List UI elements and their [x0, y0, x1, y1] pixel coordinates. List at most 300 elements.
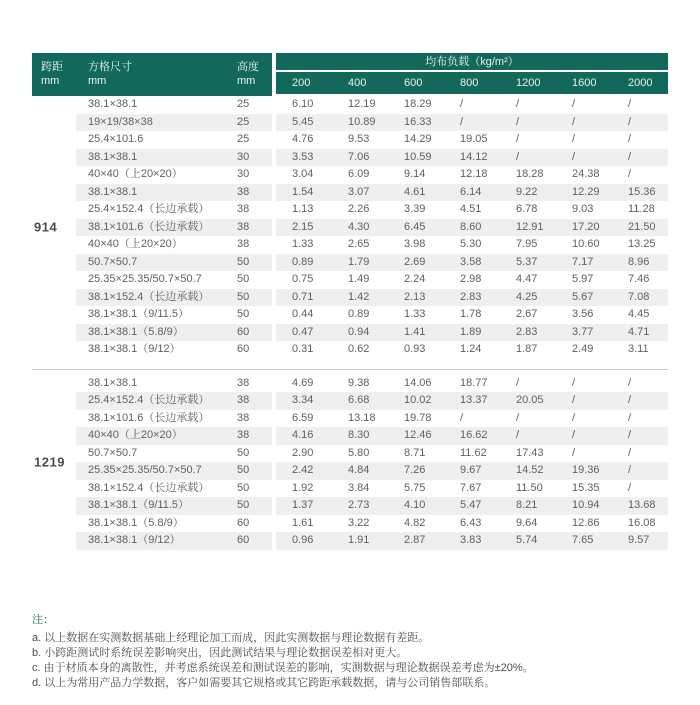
- table-row: [32, 427, 668, 445]
- cell-load-value: 2.83: [460, 290, 482, 303]
- cell-load-value: 2.13: [404, 290, 426, 303]
- load-columns: [276, 72, 668, 94]
- cell-height: 38: [237, 238, 250, 250]
- cell-mesh-size: 38.1×38.1（5.8/9）: [88, 516, 184, 529]
- cell-load-value: 4.30: [348, 220, 370, 233]
- cell-load-value: 8.71: [404, 446, 426, 459]
- row-left-pad: [32, 497, 76, 515]
- cell-height: 25: [237, 98, 250, 110]
- cell-load-value: 10.59: [404, 150, 432, 163]
- cell-load-value: /: [628, 133, 632, 145]
- cell-load-value: 14.12: [460, 150, 488, 163]
- cell-load-value: /: [628, 115, 632, 128]
- row-loads: [276, 254, 668, 272]
- cell-mesh-size: 38.1×38.1: [88, 98, 138, 110]
- load-column-header: 400: [348, 77, 367, 89]
- row-loads: [276, 324, 668, 342]
- cell-height: 30: [237, 168, 250, 180]
- cell-load-value: 5.97: [572, 273, 594, 285]
- cell-load-value: 2.98: [460, 273, 482, 285]
- load-column-header: 2000: [628, 77, 653, 89]
- cell-load-value: 12.86: [572, 516, 600, 529]
- table-row: [32, 532, 668, 550]
- cell-load-value: 0.44: [292, 308, 314, 320]
- row-main-cells: [76, 271, 272, 289]
- row-loads: [276, 289, 668, 307]
- cell-load-value: 2.24: [404, 273, 426, 285]
- cell-load-value: 5.30: [460, 238, 482, 250]
- notes-list: [32, 631, 672, 691]
- section-divider: [32, 359, 668, 370]
- cell-load-value: 17.43: [516, 446, 544, 459]
- row-loads: [276, 96, 668, 114]
- cell-load-value: 2.73: [348, 499, 370, 511]
- row-main-cells: [76, 289, 272, 307]
- row-left-pad: [32, 306, 76, 324]
- row-loads: [276, 445, 668, 463]
- cell-height: 38: [237, 203, 250, 215]
- row-main-cells: [76, 375, 272, 393]
- cell-load-value: 1.79: [348, 255, 370, 268]
- row-left-pad: [32, 254, 76, 272]
- cell-load-value: 17.20: [572, 220, 600, 233]
- row-left-pad: [32, 114, 76, 132]
- cell-load-value: 2.49: [572, 343, 594, 355]
- cell-load-value: 1.13: [292, 203, 314, 215]
- row-main-cells: [76, 480, 272, 498]
- header-span-line1: 跨距: [41, 61, 63, 73]
- cell-load-value: 7.46: [628, 273, 650, 285]
- cell-mesh-size: 25.4×152.4（长边承载）: [88, 203, 210, 215]
- row-main-cells: [76, 219, 272, 237]
- row-left-pad: [32, 184, 76, 202]
- row-left-pad: [32, 289, 76, 307]
- cell-load-value: 3.53: [292, 150, 314, 163]
- cell-load-value: 11.28: [628, 203, 655, 215]
- notes-title: 注：: [32, 614, 54, 626]
- cell-load-value: 3.39: [404, 203, 426, 215]
- load-column-header: 1600: [572, 77, 597, 89]
- cell-load-value: 7.06: [348, 150, 370, 163]
- cell-load-value: /: [572, 376, 576, 389]
- table-row: [32, 271, 668, 289]
- cell-height: 38: [237, 394, 250, 406]
- cell-load-value: 3.83: [460, 534, 482, 546]
- cell-mesh-size: 25.4×152.4（长边承载）: [88, 394, 210, 406]
- cell-load-value: 6.59: [292, 411, 314, 424]
- row-main-cells: [76, 254, 272, 272]
- cell-load-value: 0.71: [292, 290, 314, 303]
- row-loads: [276, 392, 668, 410]
- cell-height: 60: [237, 343, 250, 355]
- cell-load-value: 2.87: [404, 534, 426, 546]
- header-mesh-line2: mm: [88, 75, 107, 87]
- span-label: 914: [34, 219, 58, 235]
- cell-load-value: /: [516, 133, 520, 145]
- row-loads: [276, 410, 668, 428]
- cell-load-value: /: [572, 98, 576, 110]
- row-loads: [276, 306, 668, 324]
- cell-mesh-size: 50.7×50.7: [88, 446, 138, 459]
- cell-load-value: 4.45: [628, 308, 650, 320]
- cell-load-value: 4.69: [292, 376, 314, 389]
- row-loads: [276, 149, 668, 167]
- cell-load-value: 1.33: [292, 238, 314, 250]
- table-row: [32, 149, 668, 167]
- table-row: [32, 96, 668, 114]
- cell-load-value: 12.29: [572, 185, 600, 198]
- cell-height: 38: [237, 429, 250, 441]
- cell-load-value: 7.17: [572, 255, 594, 268]
- cell-load-value: 3.11: [628, 343, 649, 355]
- cell-load-value: 13.25: [628, 238, 656, 250]
- cell-height: 38: [237, 220, 250, 233]
- cell-height: 50: [237, 481, 250, 494]
- cell-load-value: 4.25: [516, 290, 538, 303]
- cell-load-value: 8.21: [516, 499, 538, 511]
- cell-load-value: 1.91: [348, 534, 370, 546]
- cell-load-value: 9.67: [460, 464, 482, 476]
- cell-load-value: 2.65: [348, 238, 370, 250]
- cell-load-value: 19.05: [460, 133, 488, 145]
- table-row: [32, 410, 668, 428]
- cell-mesh-size: 40×40（上20×20）: [88, 429, 183, 441]
- cell-load-value: 5.74: [516, 534, 538, 546]
- cell-load-value: 5.75: [404, 481, 426, 494]
- cell-load-value: /: [516, 150, 520, 163]
- cell-load-value: 0.93: [404, 343, 426, 355]
- row-main-cells: [76, 532, 272, 550]
- cell-load-value: 7.95: [516, 238, 538, 250]
- cell-load-value: 2.83: [516, 325, 538, 338]
- table-row: [32, 341, 668, 359]
- note-item: d. 以上为常用产品力学数据，客户如需要其它规格或其它跨距承载数据，请与公司销售部联系。: [32, 677, 496, 689]
- cell-load-value: 2.67: [516, 308, 538, 320]
- table-row: [32, 184, 668, 202]
- cell-load-value: /: [628, 150, 632, 163]
- cell-load-value: 6.10: [292, 98, 314, 110]
- row-main-cells: [76, 497, 272, 515]
- cell-height: 50: [237, 290, 250, 303]
- row-loads: [276, 271, 668, 289]
- row-main-cells: [76, 306, 272, 324]
- cell-load-value: 9.38: [348, 376, 370, 389]
- cell-load-value: 15.35: [572, 481, 600, 494]
- cell-load-value: 19.36: [572, 464, 600, 476]
- cell-load-value: 5.37: [516, 255, 538, 268]
- cell-load-value: 5.67: [572, 290, 594, 303]
- cell-mesh-size: 38.1×38.1（9/12）: [88, 534, 181, 546]
- cell-load-value: 12.46: [404, 429, 432, 441]
- cell-load-value: 1.89: [460, 325, 482, 338]
- row-loads: [276, 427, 668, 445]
- cell-mesh-size: 38.1×38.1（5.8/9）: [88, 325, 184, 338]
- cell-height: 50: [237, 308, 250, 320]
- cell-load-value: 18.29: [404, 98, 432, 110]
- cell-mesh-size: 38.1×152.4（长边承载）: [88, 481, 210, 494]
- cell-load-value: 6.43: [460, 516, 482, 529]
- row-main-cells: [76, 392, 272, 410]
- cell-load-value: 2.90: [292, 446, 314, 459]
- row-main-cells: [76, 184, 272, 202]
- cell-load-value: 4.47: [516, 273, 538, 285]
- row-main-cells: [76, 515, 272, 533]
- cell-load-value: 16.08: [628, 516, 656, 529]
- cell-height: 25: [237, 115, 250, 128]
- cell-load-value: 15.36: [628, 185, 656, 198]
- cell-load-value: /: [628, 411, 632, 424]
- cell-mesh-size: 38.1×38.1: [88, 376, 138, 389]
- cell-load-value: 1.42: [348, 290, 370, 303]
- row-loads: [276, 497, 668, 515]
- table-section: [32, 375, 668, 550]
- cell-load-value: 7.67: [460, 481, 482, 494]
- cell-load-value: /: [460, 411, 464, 424]
- header-mesh-line1: 方格尺寸: [88, 61, 132, 73]
- row-loads: [276, 480, 668, 498]
- cell-load-value: 13.18: [348, 411, 376, 424]
- cell-load-value: 20.05: [516, 394, 544, 406]
- cell-load-value: 2.26: [348, 203, 370, 215]
- cell-load-value: 7.08: [628, 290, 650, 303]
- cell-load-value: 5.47: [460, 499, 482, 511]
- row-left-pad: [32, 131, 76, 149]
- table-row: [32, 515, 668, 533]
- row-left-pad: [32, 166, 76, 184]
- row-loads: [276, 532, 668, 550]
- load-spec-table: [32, 53, 668, 550]
- table-row: [32, 219, 668, 237]
- table-row: [32, 236, 668, 254]
- table-row: [32, 324, 668, 342]
- row-main-cells: [76, 166, 272, 184]
- header-span-line2: mm: [41, 75, 60, 87]
- cell-load-value: 0.89: [292, 255, 314, 268]
- cell-load-value: /: [516, 98, 520, 110]
- cell-load-value: 8.30: [348, 429, 370, 441]
- header-mesh-size: [80, 53, 228, 96]
- header-height-line1: 高度: [237, 61, 259, 73]
- row-loads: [276, 375, 668, 393]
- row-loads: [276, 515, 668, 533]
- cell-load-value: /: [628, 481, 632, 494]
- cell-load-value: /: [572, 133, 576, 145]
- note-item: c. 由于材质本身的离散性，并考虑系统误差和测试误差的影响，实测数据与理论数据误差考虑为±20%。: [32, 662, 534, 674]
- cell-load-value: 3.56: [572, 308, 594, 320]
- row-left-pad: [32, 515, 76, 533]
- cell-mesh-size: 38.1×38.1（9/11.5）: [88, 499, 190, 511]
- row-left-pad: [32, 149, 76, 167]
- cell-load-value: 3.58: [460, 255, 482, 268]
- cell-load-value: /: [628, 394, 632, 406]
- cell-load-value: 16.62: [460, 429, 488, 441]
- cell-load-value: 6.45: [404, 220, 426, 233]
- cell-load-value: 0.75: [292, 273, 314, 285]
- cell-load-value: /: [628, 464, 632, 476]
- row-loads: [276, 219, 668, 237]
- row-left-pad: [32, 532, 76, 550]
- cell-load-value: /: [572, 429, 576, 441]
- load-column-header: 800: [460, 77, 479, 89]
- cell-load-value: 4.76: [292, 133, 314, 145]
- cell-load-value: 14.06: [404, 376, 432, 389]
- cell-load-value: /: [572, 150, 576, 163]
- cell-load-value: 1.61: [292, 516, 314, 529]
- cell-load-value: 3.22: [348, 516, 370, 529]
- table-row: [32, 375, 668, 393]
- cell-load-value: 12.18: [460, 168, 488, 180]
- table-row: [32, 480, 668, 498]
- cell-mesh-size: 50.7×50.7: [88, 255, 138, 268]
- row-main-cells: [76, 445, 272, 463]
- table-header-right: [276, 53, 668, 96]
- cell-load-value: 10.94: [572, 499, 600, 511]
- cell-load-value: 4.16: [292, 429, 314, 441]
- cell-load-value: 8.60: [460, 220, 482, 233]
- row-left-pad: [32, 324, 76, 342]
- cell-height: 38: [237, 185, 250, 198]
- cell-load-value: 24.38: [572, 168, 600, 180]
- cell-load-value: /: [460, 98, 464, 110]
- cell-load-value: 0.89: [348, 308, 370, 320]
- cell-load-value: 12.19: [348, 98, 376, 110]
- notes-block: [32, 611, 672, 691]
- row-left-pad: [32, 201, 76, 219]
- cell-height: 25: [237, 133, 250, 145]
- cell-load-value: 0.31: [292, 343, 314, 355]
- table-row: [32, 201, 668, 219]
- cell-load-value: 10.89: [348, 115, 376, 128]
- cell-load-value: 2.15: [292, 220, 314, 233]
- row-main-cells: [76, 324, 272, 342]
- cell-load-value: 1.78: [460, 308, 482, 320]
- cell-load-value: /: [628, 446, 632, 459]
- cell-load-value: /: [516, 376, 520, 389]
- row-left-pad: [32, 271, 76, 289]
- cell-load-value: 12.91: [516, 220, 544, 233]
- cell-load-value: 4.82: [404, 516, 426, 529]
- cell-load-value: 6.14: [460, 185, 482, 198]
- table-row: [32, 289, 668, 307]
- cell-load-value: /: [516, 411, 520, 424]
- cell-load-value: 6.78: [516, 203, 538, 215]
- cell-mesh-size: 38.1×38.1（9/11.5）: [88, 308, 190, 320]
- table-row: [32, 166, 668, 184]
- row-loads: [276, 236, 668, 254]
- cell-load-value: /: [628, 429, 632, 441]
- table-header-left: [32, 53, 272, 96]
- table-row: [32, 254, 668, 272]
- row-main-cells: [76, 462, 272, 480]
- cell-load-value: 3.98: [404, 238, 426, 250]
- cell-load-value: 18.77: [460, 376, 488, 389]
- row-left-pad: [32, 341, 76, 359]
- cell-load-value: 1.24: [460, 343, 482, 355]
- row-loads: [276, 131, 668, 149]
- cell-height: 50: [237, 499, 250, 511]
- note-item: b. 小跨距测试时系统误差影响突出，因此测试结果与理论数据误差相对更大。: [32, 647, 408, 659]
- row-loads: [276, 114, 668, 132]
- cell-load-value: 9.14: [404, 168, 426, 180]
- cell-load-value: 1.92: [292, 481, 314, 494]
- row-left-pad: [32, 427, 76, 445]
- cell-load-value: 0.96: [292, 534, 314, 546]
- cell-load-value: 9.22: [516, 185, 538, 198]
- cell-load-value: 19.78: [404, 411, 432, 424]
- cell-load-value: 1.49: [348, 273, 370, 285]
- cell-height: 38: [237, 376, 250, 389]
- row-loads: [276, 184, 668, 202]
- table-body: [32, 96, 668, 550]
- cell-load-value: 21.50: [628, 220, 656, 233]
- cell-load-value: 16.33: [404, 115, 432, 128]
- cell-load-value: 3.04: [292, 168, 314, 180]
- cell-load-value: 1.41: [404, 325, 426, 338]
- cell-load-value: /: [628, 168, 632, 180]
- cell-height: 50: [237, 255, 250, 268]
- cell-load-value: 9.57: [628, 534, 650, 546]
- header-height-line2: mm: [237, 75, 256, 87]
- table-row: [32, 114, 668, 132]
- cell-height: 50: [237, 464, 250, 476]
- row-left-pad: [32, 96, 76, 114]
- cell-height: 60: [237, 325, 250, 338]
- row-loads: [276, 462, 668, 480]
- cell-load-value: /: [460, 115, 464, 128]
- table-section: [32, 96, 668, 359]
- cell-load-value: 10.02: [404, 394, 432, 406]
- row-left-pad: [32, 480, 76, 498]
- cell-load-value: 4.10: [404, 499, 426, 511]
- row-main-cells: [76, 427, 272, 445]
- cell-load-value: 5.80: [348, 446, 370, 459]
- cell-load-value: 2.42: [292, 464, 314, 476]
- cell-load-value: 0.94: [348, 325, 370, 338]
- row-main-cells: [76, 114, 272, 132]
- header-height-mm: [228, 53, 272, 96]
- header-load-title: 均布负载（kg/m²）: [276, 53, 668, 72]
- cell-load-value: 0.62: [348, 343, 370, 355]
- cell-load-value: 3.84: [348, 481, 370, 494]
- cell-load-value: 9.53: [348, 133, 370, 145]
- cell-load-value: 7.26: [404, 464, 426, 476]
- cell-load-value: 9.64: [516, 516, 538, 529]
- cell-mesh-size: 38.1×152.4（长边承载）: [88, 290, 210, 303]
- row-main-cells: [76, 149, 272, 167]
- row-main-cells: [76, 96, 272, 114]
- row-main-cells: [76, 236, 272, 254]
- cell-mesh-size: 40×40（上20×20）: [88, 168, 183, 180]
- table-row: [32, 306, 668, 324]
- cell-height: 38: [237, 411, 250, 424]
- cell-mesh-size: 38.1×38.1: [88, 185, 138, 198]
- cell-load-value: 5.45: [292, 115, 314, 128]
- table-row: [32, 131, 668, 149]
- load-column-header: 1200: [516, 77, 541, 89]
- cell-load-value: 2.69: [404, 255, 426, 268]
- row-loads: [276, 341, 668, 359]
- table-header: [32, 53, 668, 96]
- cell-load-value: 1.87: [516, 343, 538, 355]
- table-row: [32, 462, 668, 480]
- table-row: [32, 497, 668, 515]
- cell-load-value: 3.77: [572, 325, 594, 338]
- cell-load-value: 4.71: [628, 325, 650, 338]
- cell-load-value: 3.07: [348, 185, 370, 198]
- cell-height: 30: [237, 150, 250, 163]
- cell-mesh-size: 19×19/38×38: [88, 115, 153, 128]
- span-label: 1219: [34, 454, 65, 470]
